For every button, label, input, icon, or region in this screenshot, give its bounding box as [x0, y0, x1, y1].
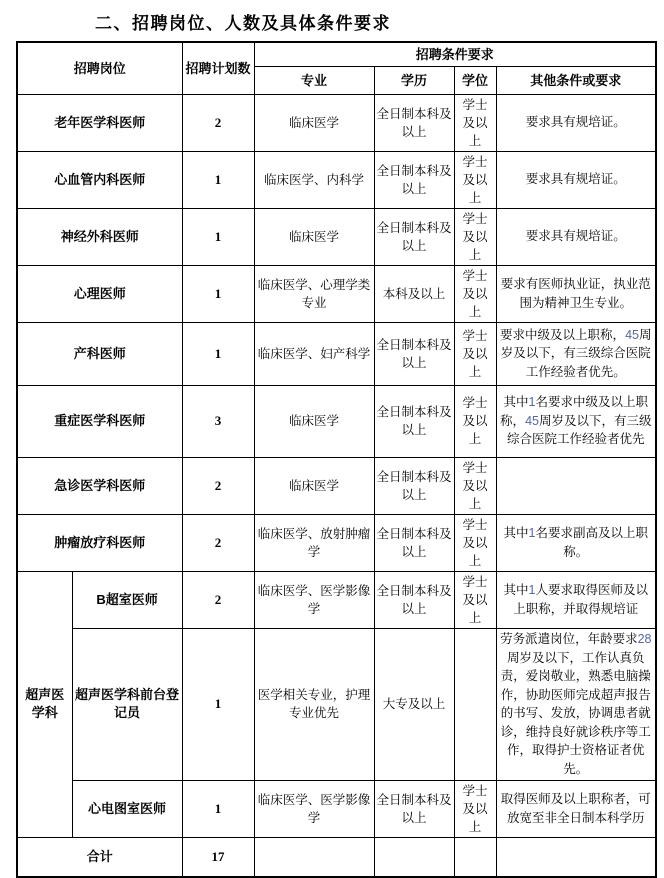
major-cell: 临床医学、妇产科学 [254, 322, 374, 385]
major-cell: 临床医学、医学影像学 [254, 780, 374, 837]
education-cell: 全日制本科及以上 [374, 780, 454, 837]
header-plan-count: 招聘计划数 [182, 42, 254, 94]
degree-cell: 学士及以上 [454, 151, 496, 208]
education-cell: 全日制本科及以上 [374, 385, 454, 457]
plan-count-cell: 1 [182, 265, 254, 322]
position-cell: 老年医学科医师 [17, 94, 182, 151]
total-label-cell: 合计 [17, 837, 182, 877]
table-row [17, 628, 656, 780]
numeral-accent: 1 [528, 583, 536, 597]
other-requirements-cell: 要求具有规培证。 [496, 208, 656, 265]
plan-count-cell: 1 [182, 151, 254, 208]
education-cell: 全日制本科及以上 [374, 208, 454, 265]
total-count-cell: 17 [182, 837, 254, 877]
degree-cell: 学士及以上 [454, 571, 496, 628]
position-cell: 神经外科医师 [17, 208, 182, 265]
other-requirements-cell: 要求具有规培证。 [496, 151, 656, 208]
degree-cell: 学士及以上 [454, 208, 496, 265]
header-education: 学历 [374, 66, 454, 94]
other-requirements-cell: 要求有医师执业证，执业范围为精神卫生专业。 [496, 265, 656, 322]
position-cell: 心电图室医师 [72, 780, 182, 837]
total-row [17, 837, 656, 877]
table-row [17, 265, 656, 322]
header-position: 招聘岗位 [17, 42, 182, 94]
position-cell: 肿瘤放疗科医师 [17, 514, 182, 571]
numeral-accent: 28 [637, 632, 652, 646]
education-cell: 全日制本科及以上 [374, 457, 454, 514]
position-cell: 心血管内科医师 [17, 151, 182, 208]
degree-cell [454, 628, 496, 780]
plan-count-cell: 1 [182, 780, 254, 837]
other-requirements-cell: 其中1人要求取得医师及以上职称，并取得规培证 [496, 571, 656, 628]
numeral-accent: 1 [528, 526, 536, 540]
major-cell: 临床医学、心理学类专业 [254, 265, 374, 322]
other-requirements-cell: 取得医师及以上职称者，可放宽至非全日制本科学历 [496, 780, 656, 837]
education-cell: 全日制本科及以上 [374, 322, 454, 385]
degree-cell: 学士及以上 [454, 514, 496, 571]
degree-cell: 学士及以上 [454, 322, 496, 385]
education-cell: 全日制本科及以上 [374, 94, 454, 151]
other-requirements-cell: 要求具有规培证。 [496, 94, 656, 151]
recruitment-table [16, 41, 657, 878]
table-row [17, 514, 656, 571]
position-cell: 急诊医学科医师 [17, 457, 182, 514]
other-requirements-cell: 其中1名要求中级及以上职称，45周岁及以下，有三级综合医院工作经验者优先 [496, 385, 656, 457]
education-cell: 全日制本科及以上 [374, 514, 454, 571]
plan-count-cell: 2 [182, 94, 254, 151]
section-title: 二、招聘岗位、人数及具体条件要求 [95, 14, 391, 33]
table-row [17, 457, 656, 514]
table-row [17, 780, 656, 837]
plan-count-cell: 2 [182, 514, 254, 571]
education-cell: 全日制本科及以上 [374, 151, 454, 208]
education-cell: 全日制本科及以上 [374, 571, 454, 628]
header-major: 专业 [254, 66, 374, 94]
plan-count-cell: 3 [182, 385, 254, 457]
numeral-accent: 45 [625, 327, 639, 342]
position-cell: 心理医师 [17, 265, 182, 322]
major-cell: 临床医学、放射肿瘤学 [254, 514, 374, 571]
header-other: 其他条件或要求 [496, 66, 656, 94]
numeral-accent: 45 [525, 413, 539, 428]
numeral-accent: 1 [528, 395, 536, 410]
table-row [17, 322, 656, 385]
position-cell: B超室医师 [72, 571, 182, 628]
other-requirements-cell: 劳务派遣岗位，年龄要求28周岁及以下，工作认真负责，爱岗敬业，熟悉电脑操作，协助医师完成超声报告的书写、发放，协调患者就诊，维持良好就诊秩序等工作，取得护士资格证者优先。 [496, 628, 656, 780]
position-cell: 重症医学科医师 [17, 385, 182, 457]
table-row [17, 151, 656, 208]
table-row [17, 385, 656, 457]
table-row [17, 571, 656, 628]
degree-cell: 学士及以上 [454, 780, 496, 837]
major-cell: 临床医学 [254, 385, 374, 457]
plan-count-cell: 2 [182, 571, 254, 628]
education-cell: 本科及以上 [374, 265, 454, 322]
other-requirements-cell: 其中1名要求副高及以上职称。 [496, 514, 656, 571]
position-cell: 超声医学科前台登记员 [72, 628, 182, 780]
empty-major-cell [254, 837, 374, 877]
plan-count-cell: 1 [182, 208, 254, 265]
empty-education-cell [374, 837, 454, 877]
degree-cell: 学士及以上 [454, 385, 496, 457]
table-header-row-1 [17, 42, 656, 66]
degree-cell: 学士及以上 [454, 94, 496, 151]
empty-degree-cell [454, 837, 496, 877]
table-row [17, 94, 656, 151]
major-cell: 临床医学、医学影像学 [254, 571, 374, 628]
plan-count-cell: 2 [182, 457, 254, 514]
plan-count-cell: 1 [182, 628, 254, 780]
major-cell: 临床医学 [254, 457, 374, 514]
major-cell: 临床医学 [254, 94, 374, 151]
major-cell: 临床医学、内科学 [254, 151, 374, 208]
empty-other-requirements-cell [496, 837, 656, 877]
plan-count-cell: 1 [182, 322, 254, 385]
table-row [17, 208, 656, 265]
major-cell: 医学相关专业，护理专业优先 [254, 628, 374, 780]
header-conditions: 招聘条件要求 [254, 42, 656, 66]
group-cell-ultrasound-dept: 超声医学科 [17, 571, 72, 837]
position-cell: 产科医师 [17, 322, 182, 385]
degree-cell: 学士及以上 [454, 457, 496, 514]
other-requirements-cell [496, 457, 656, 514]
education-cell: 大专及以上 [374, 628, 454, 780]
major-cell: 临床医学 [254, 208, 374, 265]
header-degree: 学位 [454, 66, 496, 94]
other-requirements-cell: 要求中级及以上职称，45周岁及以下，有三级综合医院工作经验者优先。 [496, 322, 656, 385]
degree-cell: 学士及以上 [454, 265, 496, 322]
